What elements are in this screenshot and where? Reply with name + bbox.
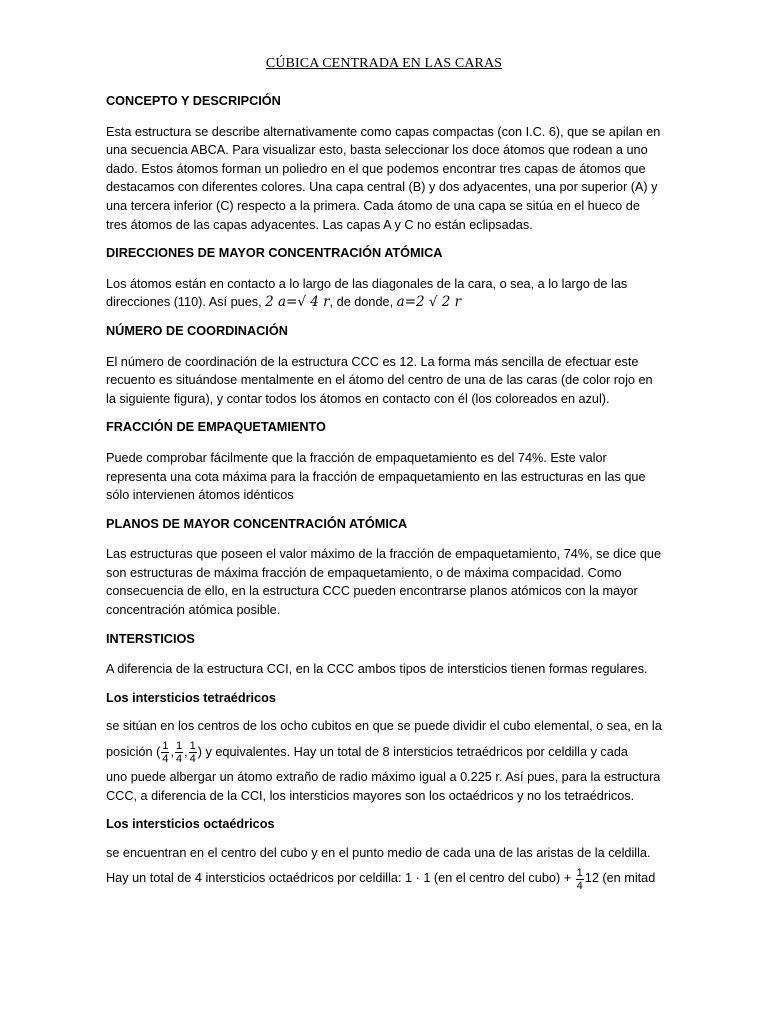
heading-octaedricos: Los intersticios octaédricos <box>106 817 275 832</box>
fraction-z-den: 4 <box>189 753 196 766</box>
heading-fraccion: FRACCIÓN DE EMPAQUETAMIENTO <box>106 420 326 435</box>
fraction-x <box>161 740 169 765</box>
direcciones-text-before: Los átomos están en contacto a lo largo de las diagonales de la cara, o sea, a lo largo de las direcciones (110). Así pues, <box>106 276 628 310</box>
formula-a: a=2 √ 2 r <box>396 294 462 311</box>
paragraph-concepto: Esta estructura se describe alternativamente como capas compactas (con I.C. 6), que se apilan en una secuencia ABCA. Para visualizar esto, basta seleccionar los doce átomos que rodean a uno dado. Estos átomos forman un poliedro en el que podemos encontrar tres capas de átomos que destacamos con diferentes colores. Una capa central (B) y dos adyacentes, una por superior (A) y una tercera inferior (C) respecto a la primera. Cada átomo de una capa se sitúa en el hueco de tres átomos de las capas adyacentes. Las capas A y C no están eclipsadas. <box>106 124 661 232</box>
paragraph-direcciones <box>106 275 662 312</box>
heading-coordinacion: NÚMERO DE COORDINACIÓN <box>106 323 288 338</box>
fraction-octa-den: 4 <box>576 879 583 892</box>
paragraph-fraccion: Puede comprobar fácilmente que la fracción de empaquetamiento es del 74%. Este valor representa una cota máxima para la fracción de empaquetamiento en las estructuras en las que sólo intervienen átomos idénticos <box>106 450 646 503</box>
fraction-octa <box>576 867 584 892</box>
octaedricos-line1: se encuentran en el centro del cubo y en el punto medio de cada una de las aristas de la celdilla. <box>106 845 651 860</box>
fraction-y-den: 4 <box>175 753 183 766</box>
fraction-y-num: 1 <box>175 740 183 753</box>
fraction-octa-num: 1 <box>576 866 583 879</box>
fraction-z <box>189 740 197 765</box>
paragraph-intersticios: A diferencia de la estructura CCI, en la CCC ambos tipos de intersticios tienen formas regulares. <box>106 662 648 677</box>
paragraph-tetraedricos <box>106 717 662 805</box>
paragraph-coordinacion: El número de coordinación de la estructura CCC es 12. La forma más sencilla de efectuar este recuento es situándose mentalmente en el átomo del centro de una de las caras (de color rojo en la siguiente figura), y contar todos los átomos en contacto con él (los coloreados en azul). <box>106 354 653 406</box>
position-label: posición ( <box>106 745 161 760</box>
paragraph-octaedricos <box>106 844 662 895</box>
tetraedricos-line1: se sitúan en los centros de los ocho cubitos en que se puede dividir el cubo elemental, o sea, en la <box>106 719 662 734</box>
tetraedricos-line3: uno puede albergar un átomo extraño de radio máximo igual a 0.225 r. Así pues, para la estructura CCC, a diferencia de la CCI, los intersticios mayores son los octaédricos y no los tetraédricos. <box>106 770 661 803</box>
fraction-z-num: 1 <box>189 740 196 753</box>
heading-concepto: CONCEPTO Y DESCRIPCIÓN <box>106 94 281 108</box>
page-title: CÚBICA CENTRADA EN LAS CARAS <box>265 56 503 71</box>
fraction-y <box>175 740 183 765</box>
paragraph-planos: Las estructuras que poseen el valor máximo de la fracción de empaquetamiento, 74%, se dice que son estructuras de máxima fracción de empaquetamiento, o de máxima compacidad. Como consecuencia de ello, en la estructura CCC pueden encontrarse planos atómicos con la mayor concentración atómica posible. <box>106 547 662 618</box>
tetraedricos-text-after: y equivalentes. Hay un total de 8 intersticios tetraédricos por celdilla y cada <box>201 745 628 760</box>
heading-intersticios: INTERSTICIOS <box>106 631 195 646</box>
octaedricos-text-after: 12 (en mitad <box>584 871 656 886</box>
heading-planos: PLANOS DE MAYOR CONCENTRACIÓN ATÓMICA <box>106 516 408 531</box>
document-body <box>106 92 662 904</box>
fraction-x-den: 4 <box>162 753 169 766</box>
heading-direcciones: DIRECCIONES DE MAYOR CONCENTRACIÓN ATÓMICA <box>106 246 443 261</box>
position-close: ) <box>197 745 202 760</box>
heading-tetraedricos: Los intersticios tetraédricos <box>106 690 276 705</box>
fraction-x-num: 1 <box>162 740 169 753</box>
octaedricos-line2 <box>106 866 656 892</box>
tetraedricos-position-line: posición ( $\frac{1}{4}$ , $\frac{1}{4}$ , $\frac{1}{4}$ ) y equivalentes. Hay un total de 8 intersticios tetraédricos por celdilla y cada <box>106 740 628 766</box>
formula-2a: 2 a=√ 4 r <box>265 294 330 311</box>
octaedricos-text-before: Hay un total de 4 intersticios octaédricos por celdilla: 1 · 1 (en el centro del cubo) + <box>106 871 575 886</box>
direcciones-text-middle: , de donde, <box>329 295 397 310</box>
